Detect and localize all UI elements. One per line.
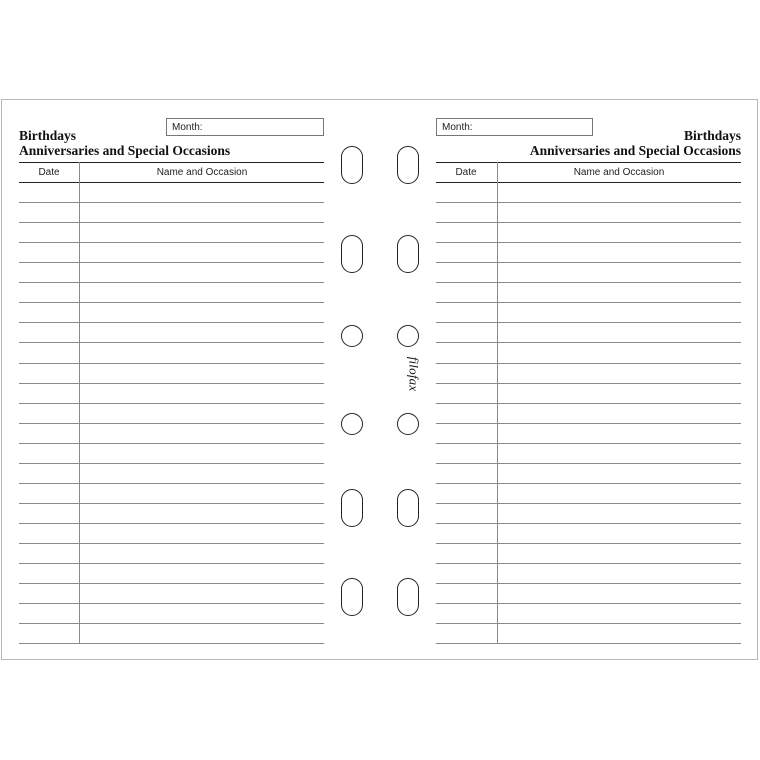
left-entry-line[interactable] (19, 222, 324, 223)
right-entry-line[interactable] (436, 603, 741, 604)
right-entry-line[interactable] (436, 543, 741, 544)
right-title-occasions: Anniversaries and Special Occasions (529, 143, 741, 158)
left-col-date: Date (38, 167, 60, 178)
left-entry-line[interactable] (19, 483, 324, 484)
right-entry-line[interactable] (436, 222, 741, 223)
left-entry-line[interactable] (19, 262, 324, 263)
left-month-label: Month: (172, 122, 203, 133)
left-entry-line[interactable] (19, 403, 324, 404)
left-title-occasions: Anniversaries and Special Occasions (19, 143, 231, 158)
right-entry-line[interactable] (436, 363, 741, 364)
binder-hole (341, 235, 363, 273)
right-month-field[interactable] (436, 118, 593, 136)
right-entry-line[interactable] (436, 383, 741, 384)
binder-hole (341, 325, 363, 347)
right-columns-rule (436, 182, 741, 183)
right-entry-line[interactable] (436, 483, 741, 484)
binder-hole (397, 578, 419, 616)
right-entry-line[interactable] (436, 322, 741, 323)
left-entry-line[interactable] (19, 423, 324, 424)
binder-hole (341, 489, 363, 527)
right-entry-line[interactable] (436, 423, 741, 424)
right-entry-line[interactable] (436, 282, 741, 283)
binder-hole (397, 413, 419, 435)
filofax-logo: filofax (406, 356, 422, 392)
left-entry-line[interactable] (19, 503, 324, 504)
left-entry-line[interactable] (19, 523, 324, 524)
binder-hole (341, 578, 363, 616)
right-entry-line[interactable] (436, 623, 741, 624)
right-header-rule (436, 162, 741, 163)
left-columns-rule (19, 182, 324, 183)
diary-sheet (1, 99, 758, 660)
right-entry-line[interactable] (436, 523, 741, 524)
left-title-birthdays: Birthdays (19, 128, 77, 143)
right-entry-line[interactable] (436, 463, 741, 464)
left-entry-line[interactable] (19, 302, 324, 303)
right-col-date: Date (455, 167, 477, 178)
right-month-label: Month: (442, 122, 473, 133)
left-entry-line[interactable] (19, 443, 324, 444)
left-entry-line[interactable] (19, 202, 324, 203)
right-entry-line[interactable] (436, 503, 741, 504)
binder-hole (397, 146, 419, 184)
left-entry-line[interactable] (19, 463, 324, 464)
binder-hole (341, 413, 363, 435)
left-col-name: Name and Occasion (156, 167, 248, 178)
right-entry-line[interactable] (436, 202, 741, 203)
left-entry-line[interactable] (19, 543, 324, 544)
left-entry-line[interactable] (19, 583, 324, 584)
right-entry-line[interactable] (436, 242, 741, 243)
binder-hole (341, 146, 363, 184)
left-entry-line[interactable] (19, 643, 324, 644)
right-entry-line[interactable] (436, 583, 741, 584)
right-entry-line[interactable] (436, 262, 741, 263)
left-entry-line[interactable] (19, 623, 324, 624)
left-entry-line[interactable] (19, 282, 324, 283)
binder-hole (397, 235, 419, 273)
right-entry-line[interactable] (436, 302, 741, 303)
left-entry-line[interactable] (19, 603, 324, 604)
left-entry-line[interactable] (19, 242, 324, 243)
left-entry-line[interactable] (19, 563, 324, 564)
right-entry-line[interactable] (436, 563, 741, 564)
binder-hole (397, 489, 419, 527)
left-entry-line[interactable] (19, 383, 324, 384)
right-entry-line[interactable] (436, 342, 741, 343)
left-entry-line[interactable] (19, 342, 324, 343)
right-title-birthdays: Birthdays (683, 128, 741, 143)
right-entry-line[interactable] (436, 443, 741, 444)
binder-hole (397, 325, 419, 347)
left-entry-line[interactable] (19, 322, 324, 323)
right-entry-line[interactable] (436, 403, 741, 404)
left-header-rule (19, 162, 324, 163)
right-col-name: Name and Occasion (573, 167, 665, 178)
left-month-field[interactable] (166, 118, 324, 136)
left-entry-line[interactable] (19, 363, 324, 364)
right-entry-line[interactable] (436, 643, 741, 644)
